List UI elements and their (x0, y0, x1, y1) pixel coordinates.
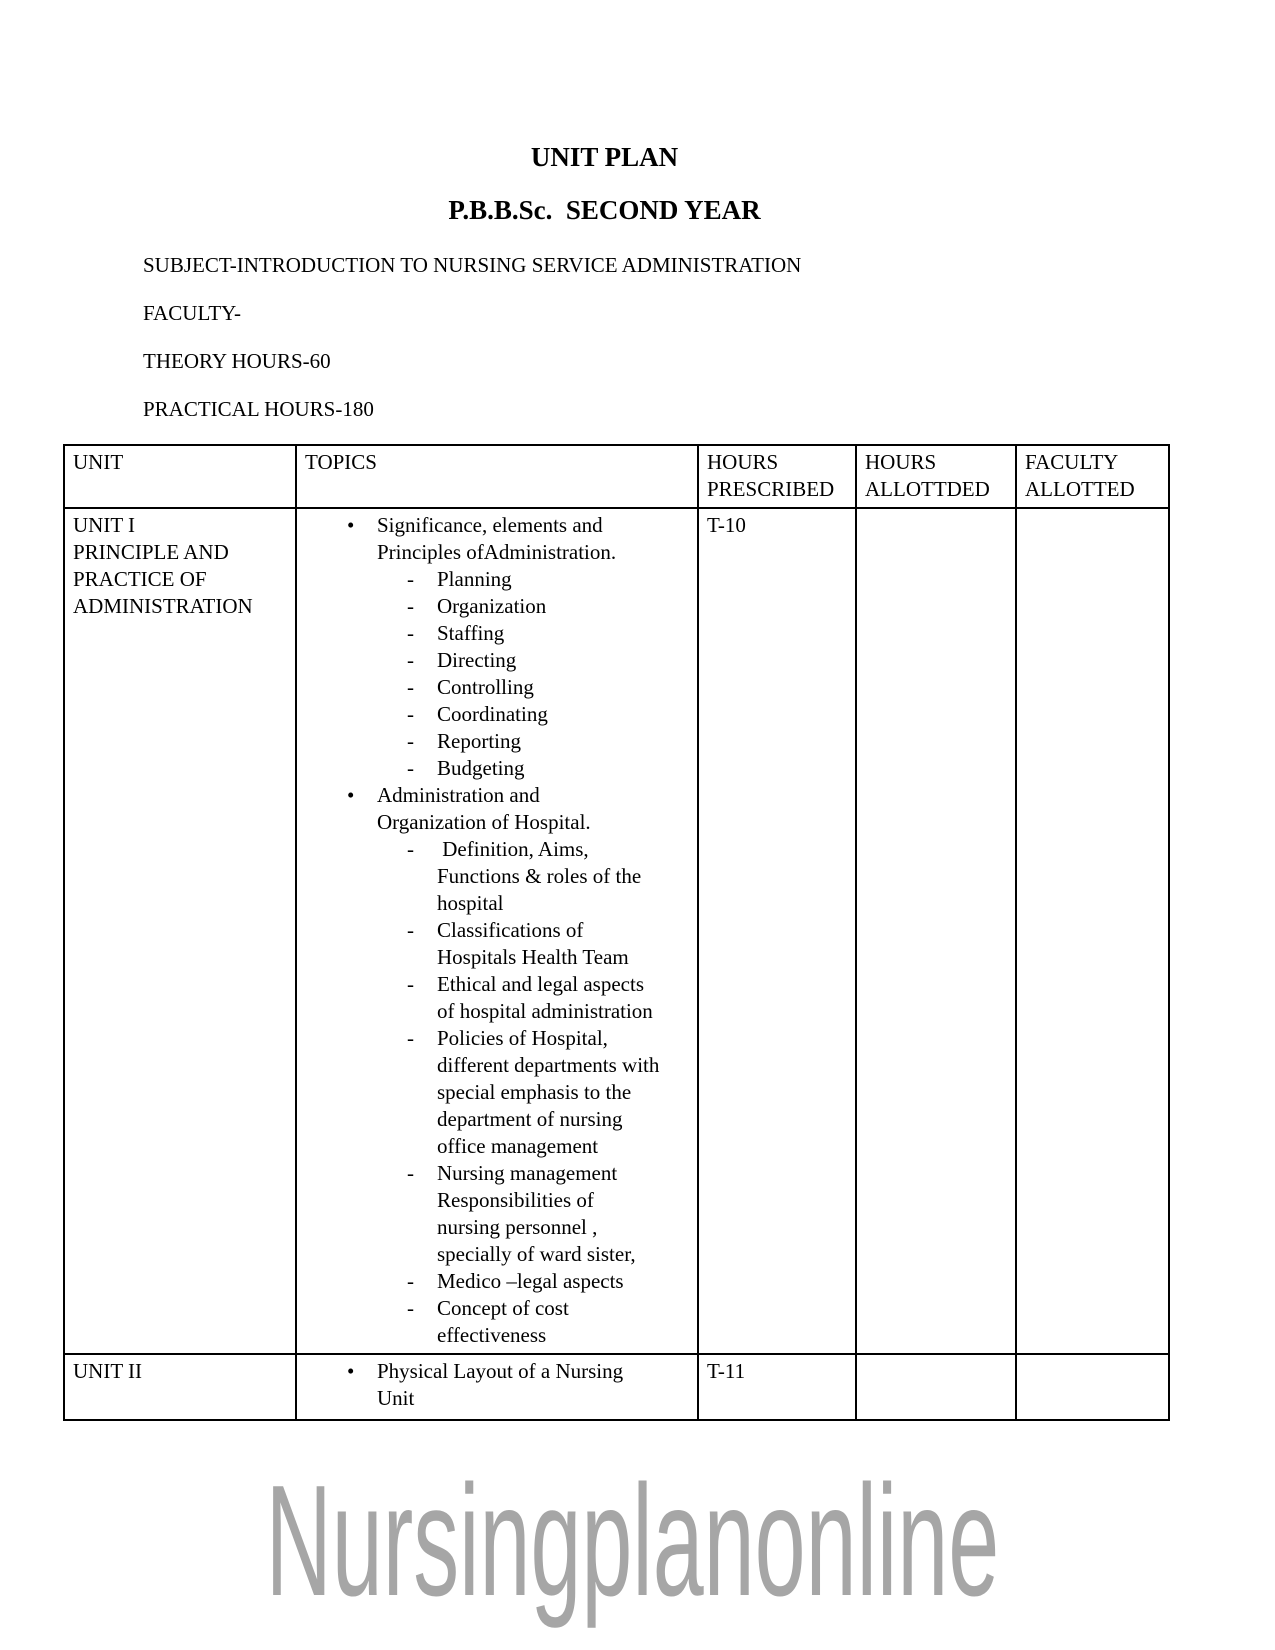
topic-dash-item: - Definition, Aims, Functions & roles of the hospital (305, 836, 689, 917)
topic-dash-item: - Nursing management Responsibilities of nursing personnel , specially of ward sister, (305, 1160, 689, 1268)
topics-list (305, 512, 689, 1349)
table-row-unit-2 (64, 1354, 1169, 1420)
unit-number: UNIT I (73, 513, 136, 537)
meta-line-subject: SUBJECT-INTRODUCTION TO NURSING SERVICE ADMINISTRATION (143, 253, 802, 277)
topic-dash-item: - Budgeting (305, 755, 689, 782)
faculty-allotted-cell (1016, 1354, 1169, 1420)
document-meta (143, 252, 1275, 423)
topic-dash-item: - Reporting (305, 728, 689, 755)
watermark-text: Nursingplanonline (265, 1453, 1000, 1629)
unit-plan-table (63, 444, 1170, 1421)
topic-dash-item: - Concept of cost effectiveness (305, 1295, 689, 1349)
topic-dash-item: - Staffing (305, 620, 689, 647)
topic-bullet-item: • Physical Layout of a Nursing Unit (305, 1358, 689, 1412)
hours-allotted-cell (856, 508, 1016, 1354)
topic-dash-item: - Ethical and legal aspects of hospital administration (305, 971, 689, 1025)
meta-line-faculty: FACULTY- (143, 301, 242, 325)
topic-dash-item: - Coordinating (305, 701, 689, 728)
unit-title: PRINCIPLE AND PRACTICE OF ADMINISTRATION (73, 540, 253, 618)
topics-cell (296, 508, 698, 1354)
header-hours-allotted: HOURS ALLOTTDED (856, 445, 1016, 508)
header-unit: UNIT (64, 445, 296, 508)
header-hours-prescribed: HOURS PRESCRIBED (698, 445, 856, 508)
page-title: UNIT PLAN (530, 142, 679, 172)
topic-dash-item: - Planning (305, 566, 689, 593)
meta-line-theory-hours: THEORY HOURS-60 (143, 349, 331, 373)
topic-bullet-item: • Administration and Organization of Hospital. (305, 782, 689, 836)
hours-allotted-cell (856, 1354, 1016, 1420)
meta-line-practical-hours: PRACTICAL HOURS-180 (143, 397, 374, 421)
header-topics: TOPICS (296, 445, 698, 508)
topic-dash-item: - Medico –legal aspects (305, 1268, 689, 1295)
watermark (0, 1455, 1275, 1629)
topic-dash-item: - Classifications of Hospitals Health Team (305, 917, 689, 971)
header-faculty-allotted: FACULTY ALLOTTED (1016, 445, 1169, 508)
topic-dash-item: - Controlling (305, 674, 689, 701)
topic-dash-item: - Policies of Hospital, different departments with special emphasis to the department of nursing office management (305, 1025, 689, 1160)
topic-dash-item: - Directing (305, 647, 689, 674)
table-row-unit-1 (64, 508, 1169, 1354)
document-headings (0, 142, 1209, 226)
faculty-allotted-cell (1016, 508, 1169, 1354)
topic-bullet-item: • Significance, elements and Principles ofAdministration. (305, 512, 689, 566)
topics-cell (296, 1354, 698, 1420)
unit-cell (64, 508, 296, 1354)
topic-dash-item: - Organization (305, 593, 689, 620)
page-subtitle: P.B.B.Sc. SECOND YEAR (448, 195, 761, 225)
topics-list (305, 1358, 689, 1412)
hours-prescribed-cell: T-10 (698, 508, 856, 1354)
hours-prescribed-cell: T-11 (698, 1354, 856, 1420)
table-header-row (64, 445, 1169, 508)
unit-number: UNIT II (73, 1359, 143, 1383)
unit-cell (64, 1354, 296, 1420)
